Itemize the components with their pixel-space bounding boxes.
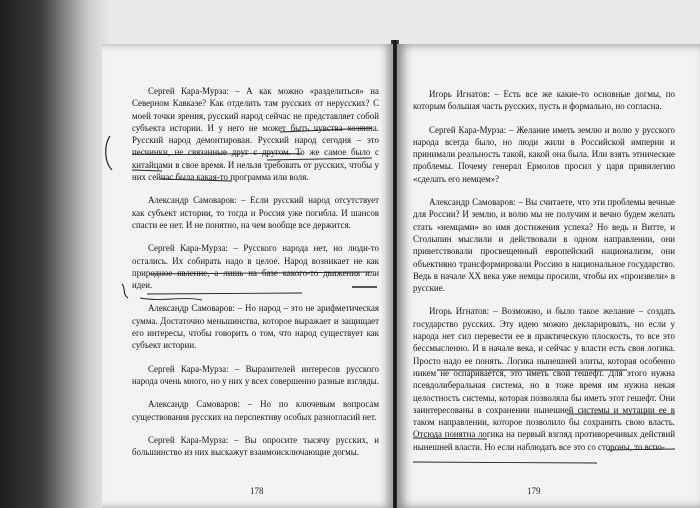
pen-underline-marks	[102, 44, 393, 508]
paragraph: Игорь Игнатов: – Есть все же какие-то основные догмы, по которым большая часть русских, пусть и формально, но согласна.	[413, 89, 675, 112]
left-page	[102, 44, 393, 508]
page-number: 179	[527, 486, 541, 496]
paragraph: Александр Самоваров: – Вы считаете, что эти проблемы вечные для России? И землю, и волю мы не получим и вечно будем желать стать «немцами» во имя достижения успеха? Но ведь и Витте, и Столыпин мыслили и действовали в одном направлении, они приветствовали просвещенный европейский национализм, они объективно трансформировали Россию в национальное государство. Ведь в начале XX века уже немцы просили, чтобы их «произвели» в русские.	[413, 197, 675, 294]
right-page	[397, 44, 700, 508]
pen-underline-marks	[397, 44, 700, 508]
page-number: 178	[250, 486, 264, 496]
paragraph: Сергей Кара-Мурза: – Русского народа нет, но люди-то остались. Их собирать надо в целое. Народ возникает не как природное явление, а лишь на базе какого-то движения или идеи.	[132, 243, 379, 291]
paragraph: Сергей Кара-Мурза: – Желание иметь землю и волю у русского народа всегда было, но люди жили в Российской империи и принимали реальность такой, какой она была. Или взять этнические проблемы. Почему генерал Ермолов просил у царя привилегию «сделать его немцем»?	[413, 124, 675, 184]
paragraph: Александр Самоваров: – Если русский народ отсутствует как субъект истории, то тогда и Россия уже погибла. И шансов спасти ее нет. И не понятно, на чем вообще все держится.	[132, 195, 379, 230]
paragraph: Сергей Кара-Мурза: – А как можно «разделиться» на Северном Кавказе? Как отделить там русских от нерусских? С моей точки зрения, русский народ сейчас не представляет собой субъекта истории. И у него не может быть чувства хозяина. Русский народ демонтирован. Русский народ сегодня – это песчинки, не связанные друг с другом. То же самое было с китайцами в свое время. И нельзя требовать от русских, чтобы у них сейчас была какая-то программа или воля.	[132, 86, 379, 183]
paragraph: Александр Самоваров: – Но по ключевым вопросам существования русских на перспективу особых разногласий нет.	[132, 399, 379, 422]
paragraph: Сергей Кара-Мурза: – Выразителей интересов русского народа очень много, но у них у всех совершенно разные взгляды.	[132, 363, 379, 386]
paragraph: Сергей Кара-Мурза: – Вы опросите тысячу русских, и большинство из них выскажут взаимоисключающие догмы.	[132, 434, 379, 458]
paragraph: Александр Самоваров: – Но народ – это не арифметическая сумма. Достаточно меньшинства, которое выражает и защищает его интересы, чтобы говорить о том, что народ существует как субъект истории.	[132, 303, 379, 351]
paragraph: Игорь Игнатов: – Возможно, и было такое желание – создать государство русских. Эту идею можно декларировать, но если у народа нет сил перевести ее в практическую плоскость, то все это бессмысленно. И в начале века, и сейчас у власти есть своя логика. Просто надо ее понять. Логика нынешней элиты, которая особенно никем не оспаривается, это иметь свой гешефт. Для этого нужна псевдолиберальная система, но в тоже время им нужна некая целостность системы, которая позволяла бы иметь этот гешефт. Они заинтересованы в сохранении нынешней системы и мутации ее в таком направлении, которое позволило бы сохранить свою власть. Отсюда понятна логика на первый взгляд противоречивых действий нынешней власти. Но если наблюдать все это со стороны, то вспо-	[413, 306, 675, 452]
